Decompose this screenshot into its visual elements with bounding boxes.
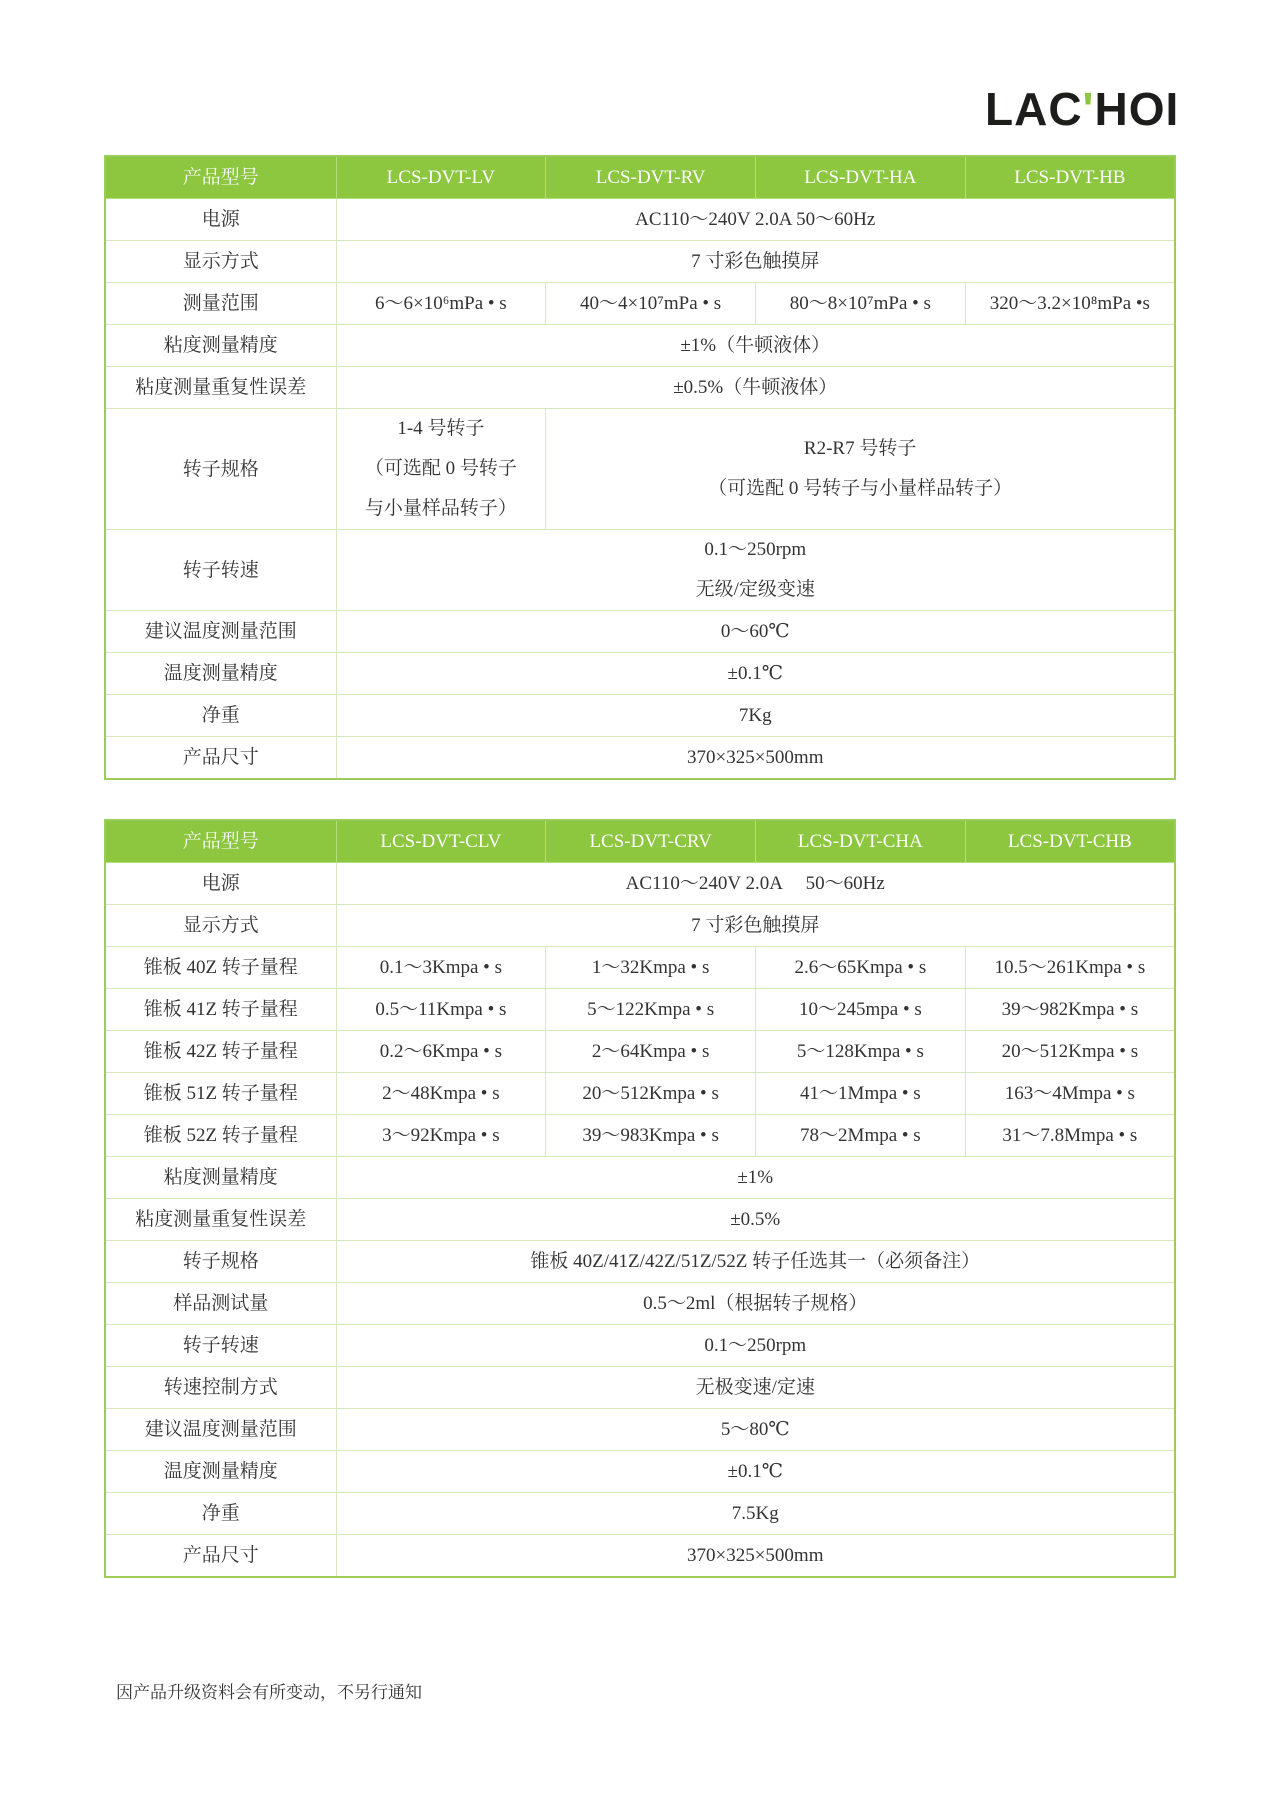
- row-value: 0.5～11Kmpa • s: [336, 989, 546, 1031]
- table-row: [105, 905, 1175, 947]
- row-value: 2.6～65Kmpa • s: [756, 947, 966, 989]
- row-value: ±0.1℃: [336, 1451, 1175, 1493]
- row-label: 温度测量精度: [105, 1451, 336, 1493]
- row-value: 7.5Kg: [336, 1493, 1175, 1535]
- table-row: [105, 1283, 1175, 1325]
- header-model: LCS-DVT-HA: [756, 156, 966, 199]
- header-model: LCS-DVT-CLV: [336, 820, 546, 863]
- header-label: 产品型号: [105, 820, 336, 863]
- row-label: 电源: [105, 863, 336, 905]
- row-value: 0.1～250rpm 无级/定级变速: [336, 530, 1175, 611]
- table-row: [105, 1031, 1175, 1073]
- table-row: [105, 611, 1175, 653]
- table-row: [105, 1535, 1175, 1578]
- table-row: [105, 1157, 1175, 1199]
- row-label: 测量范围: [105, 283, 336, 325]
- lachoi-logo: LAC'HOI: [985, 83, 1180, 135]
- row-label: 净重: [105, 1493, 336, 1535]
- table-row: [105, 1241, 1175, 1283]
- row-value: 7 寸彩色触摸屏: [336, 241, 1175, 283]
- row-label: 粘度测量重复性误差: [105, 1199, 336, 1241]
- row-value: 370×325×500mm: [336, 1535, 1175, 1578]
- spec-table-standard: [104, 155, 1176, 780]
- row-label: 建议温度测量范围: [105, 1409, 336, 1451]
- table-row: [105, 1409, 1175, 1451]
- row-value: 1～32Kmpa • s: [546, 947, 756, 989]
- row-label: 转子规格: [105, 409, 336, 530]
- row-label: 转子转速: [105, 530, 336, 611]
- row-label: 转子规格: [105, 1241, 336, 1283]
- table-row: [105, 653, 1175, 695]
- row-value: 无极变速/定速: [336, 1367, 1175, 1409]
- table-row: [105, 1199, 1175, 1241]
- row-value: 锥板 40Z/41Z/42Z/51Z/52Z 转子任选其一（必须备注）: [336, 1241, 1175, 1283]
- row-label: 锥板 41Z 转子量程: [105, 989, 336, 1031]
- row-value: 6～6×10⁶mPa • s: [336, 283, 546, 325]
- row-value: 41～1Mmpa • s: [756, 1073, 966, 1115]
- row-value: 1-4 号转子 （可选配 0 号转子 与小量样品转子）: [336, 409, 546, 530]
- row-label: 显示方式: [105, 241, 336, 283]
- row-value: ±0.1℃: [336, 653, 1175, 695]
- row-value: 5～122Kmpa • s: [546, 989, 756, 1031]
- row-value: 20～512Kmpa • s: [965, 1031, 1175, 1073]
- logo-accent: ': [1082, 83, 1095, 135]
- row-label: 锥板 51Z 转子量程: [105, 1073, 336, 1115]
- table-row: [105, 283, 1175, 325]
- table-row: [105, 695, 1175, 737]
- row-value: ±1%: [336, 1157, 1175, 1199]
- footer-note: 因产品升级资料会有所变动，不另行通知: [116, 1683, 422, 1702]
- row-value: 2～64Kmpa • s: [546, 1031, 756, 1073]
- table-row: [105, 199, 1175, 241]
- row-value: 370×325×500mm: [336, 737, 1175, 780]
- table-row: [105, 241, 1175, 283]
- row-value: AC110～240V 2.0A 50～60Hz: [336, 199, 1175, 241]
- row-value: 0.2～6Kmpa • s: [336, 1031, 546, 1073]
- row-value: 20～512Kmpa • s: [546, 1073, 756, 1115]
- table-row: [105, 863, 1175, 905]
- row-label: 样品测试量: [105, 1283, 336, 1325]
- row-label: 显示方式: [105, 905, 336, 947]
- row-value: 31～7.8Mmpa • s: [965, 1115, 1175, 1157]
- row-value: 320～3.2×10⁸mPa •s: [965, 283, 1175, 325]
- table-row: [105, 1115, 1175, 1157]
- table-row: [105, 1367, 1175, 1409]
- header-model: LCS-DVT-RV: [546, 156, 756, 199]
- row-value: 39～982Kmpa • s: [965, 989, 1175, 1031]
- row-value: 3～92Kmpa • s: [336, 1115, 546, 1157]
- table-row: [105, 989, 1175, 1031]
- table-row: [105, 367, 1175, 409]
- row-value: 5～80℃: [336, 1409, 1175, 1451]
- row-label: 锥板 42Z 转子量程: [105, 1031, 336, 1073]
- row-label: 锥板 40Z 转子量程: [105, 947, 336, 989]
- row-value: 163～4Mmpa • s: [965, 1073, 1175, 1115]
- row-label: 粘度测量精度: [105, 1157, 336, 1199]
- row-value: 0.1～3Kmpa • s: [336, 947, 546, 989]
- header-label: 产品型号: [105, 156, 336, 199]
- row-label: 转子转速: [105, 1325, 336, 1367]
- row-label: 粘度测量重复性误差: [105, 367, 336, 409]
- header-model: LCS-DVT-HB: [965, 156, 1175, 199]
- table-row: [105, 1493, 1175, 1535]
- row-value: 2～48Kmpa • s: [336, 1073, 546, 1115]
- header-model: LCS-DVT-LV: [336, 156, 546, 199]
- row-value: 5～128Kmpa • s: [756, 1031, 966, 1073]
- spec-table-cone-plate: [104, 819, 1176, 1578]
- table-header-row: [105, 820, 1175, 863]
- row-value: 7 寸彩色触摸屏: [336, 905, 1175, 947]
- table-row: [105, 1451, 1175, 1493]
- table-row: [105, 409, 1175, 530]
- row-label: 温度测量精度: [105, 653, 336, 695]
- row-label: 转速控制方式: [105, 1367, 336, 1409]
- row-value: 0.1～250rpm: [336, 1325, 1175, 1367]
- table-row: [105, 1073, 1175, 1115]
- row-label: 锥板 52Z 转子量程: [105, 1115, 336, 1157]
- row-label: 产品尺寸: [105, 737, 336, 780]
- table-header-row: [105, 156, 1175, 199]
- row-value: 80～8×10⁷mPa • s: [756, 283, 966, 325]
- row-label: 粘度测量精度: [105, 325, 336, 367]
- table-row: [105, 947, 1175, 989]
- row-label: 电源: [105, 199, 336, 241]
- header-model: LCS-DVT-CHA: [756, 820, 966, 863]
- row-label: 净重: [105, 695, 336, 737]
- row-value: 78～2Mmpa • s: [756, 1115, 966, 1157]
- row-value: 40～4×10⁷mPa • s: [546, 283, 756, 325]
- row-value: 39～983Kmpa • s: [546, 1115, 756, 1157]
- row-value: 10.5～261Kmpa • s: [965, 947, 1175, 989]
- row-value: 0～60℃: [336, 611, 1175, 653]
- table-row: [105, 325, 1175, 367]
- row-value: R2-R7 号转子 （可选配 0 号转子与小量样品转子）: [546, 409, 1175, 530]
- row-value: 0.5～2ml（根据转子规格）: [336, 1283, 1175, 1325]
- row-label: 建议温度测量范围: [105, 611, 336, 653]
- row-value: ±1%（牛顿液体）: [336, 325, 1175, 367]
- row-value: AC110～240V 2.0A 50～60Hz: [336, 863, 1175, 905]
- row-value: ±0.5%: [336, 1199, 1175, 1241]
- header-model: LCS-DVT-CHB: [965, 820, 1175, 863]
- table-row: [105, 737, 1175, 780]
- row-value: ±0.5%（牛顿液体）: [336, 367, 1175, 409]
- table-row: [105, 1325, 1175, 1367]
- row-value: 7Kg: [336, 695, 1175, 737]
- header-model: LCS-DVT-CRV: [546, 820, 756, 863]
- table-row: [105, 530, 1175, 611]
- row-label: 产品尺寸: [105, 1535, 336, 1578]
- row-value: 10～245mpa • s: [756, 989, 966, 1031]
